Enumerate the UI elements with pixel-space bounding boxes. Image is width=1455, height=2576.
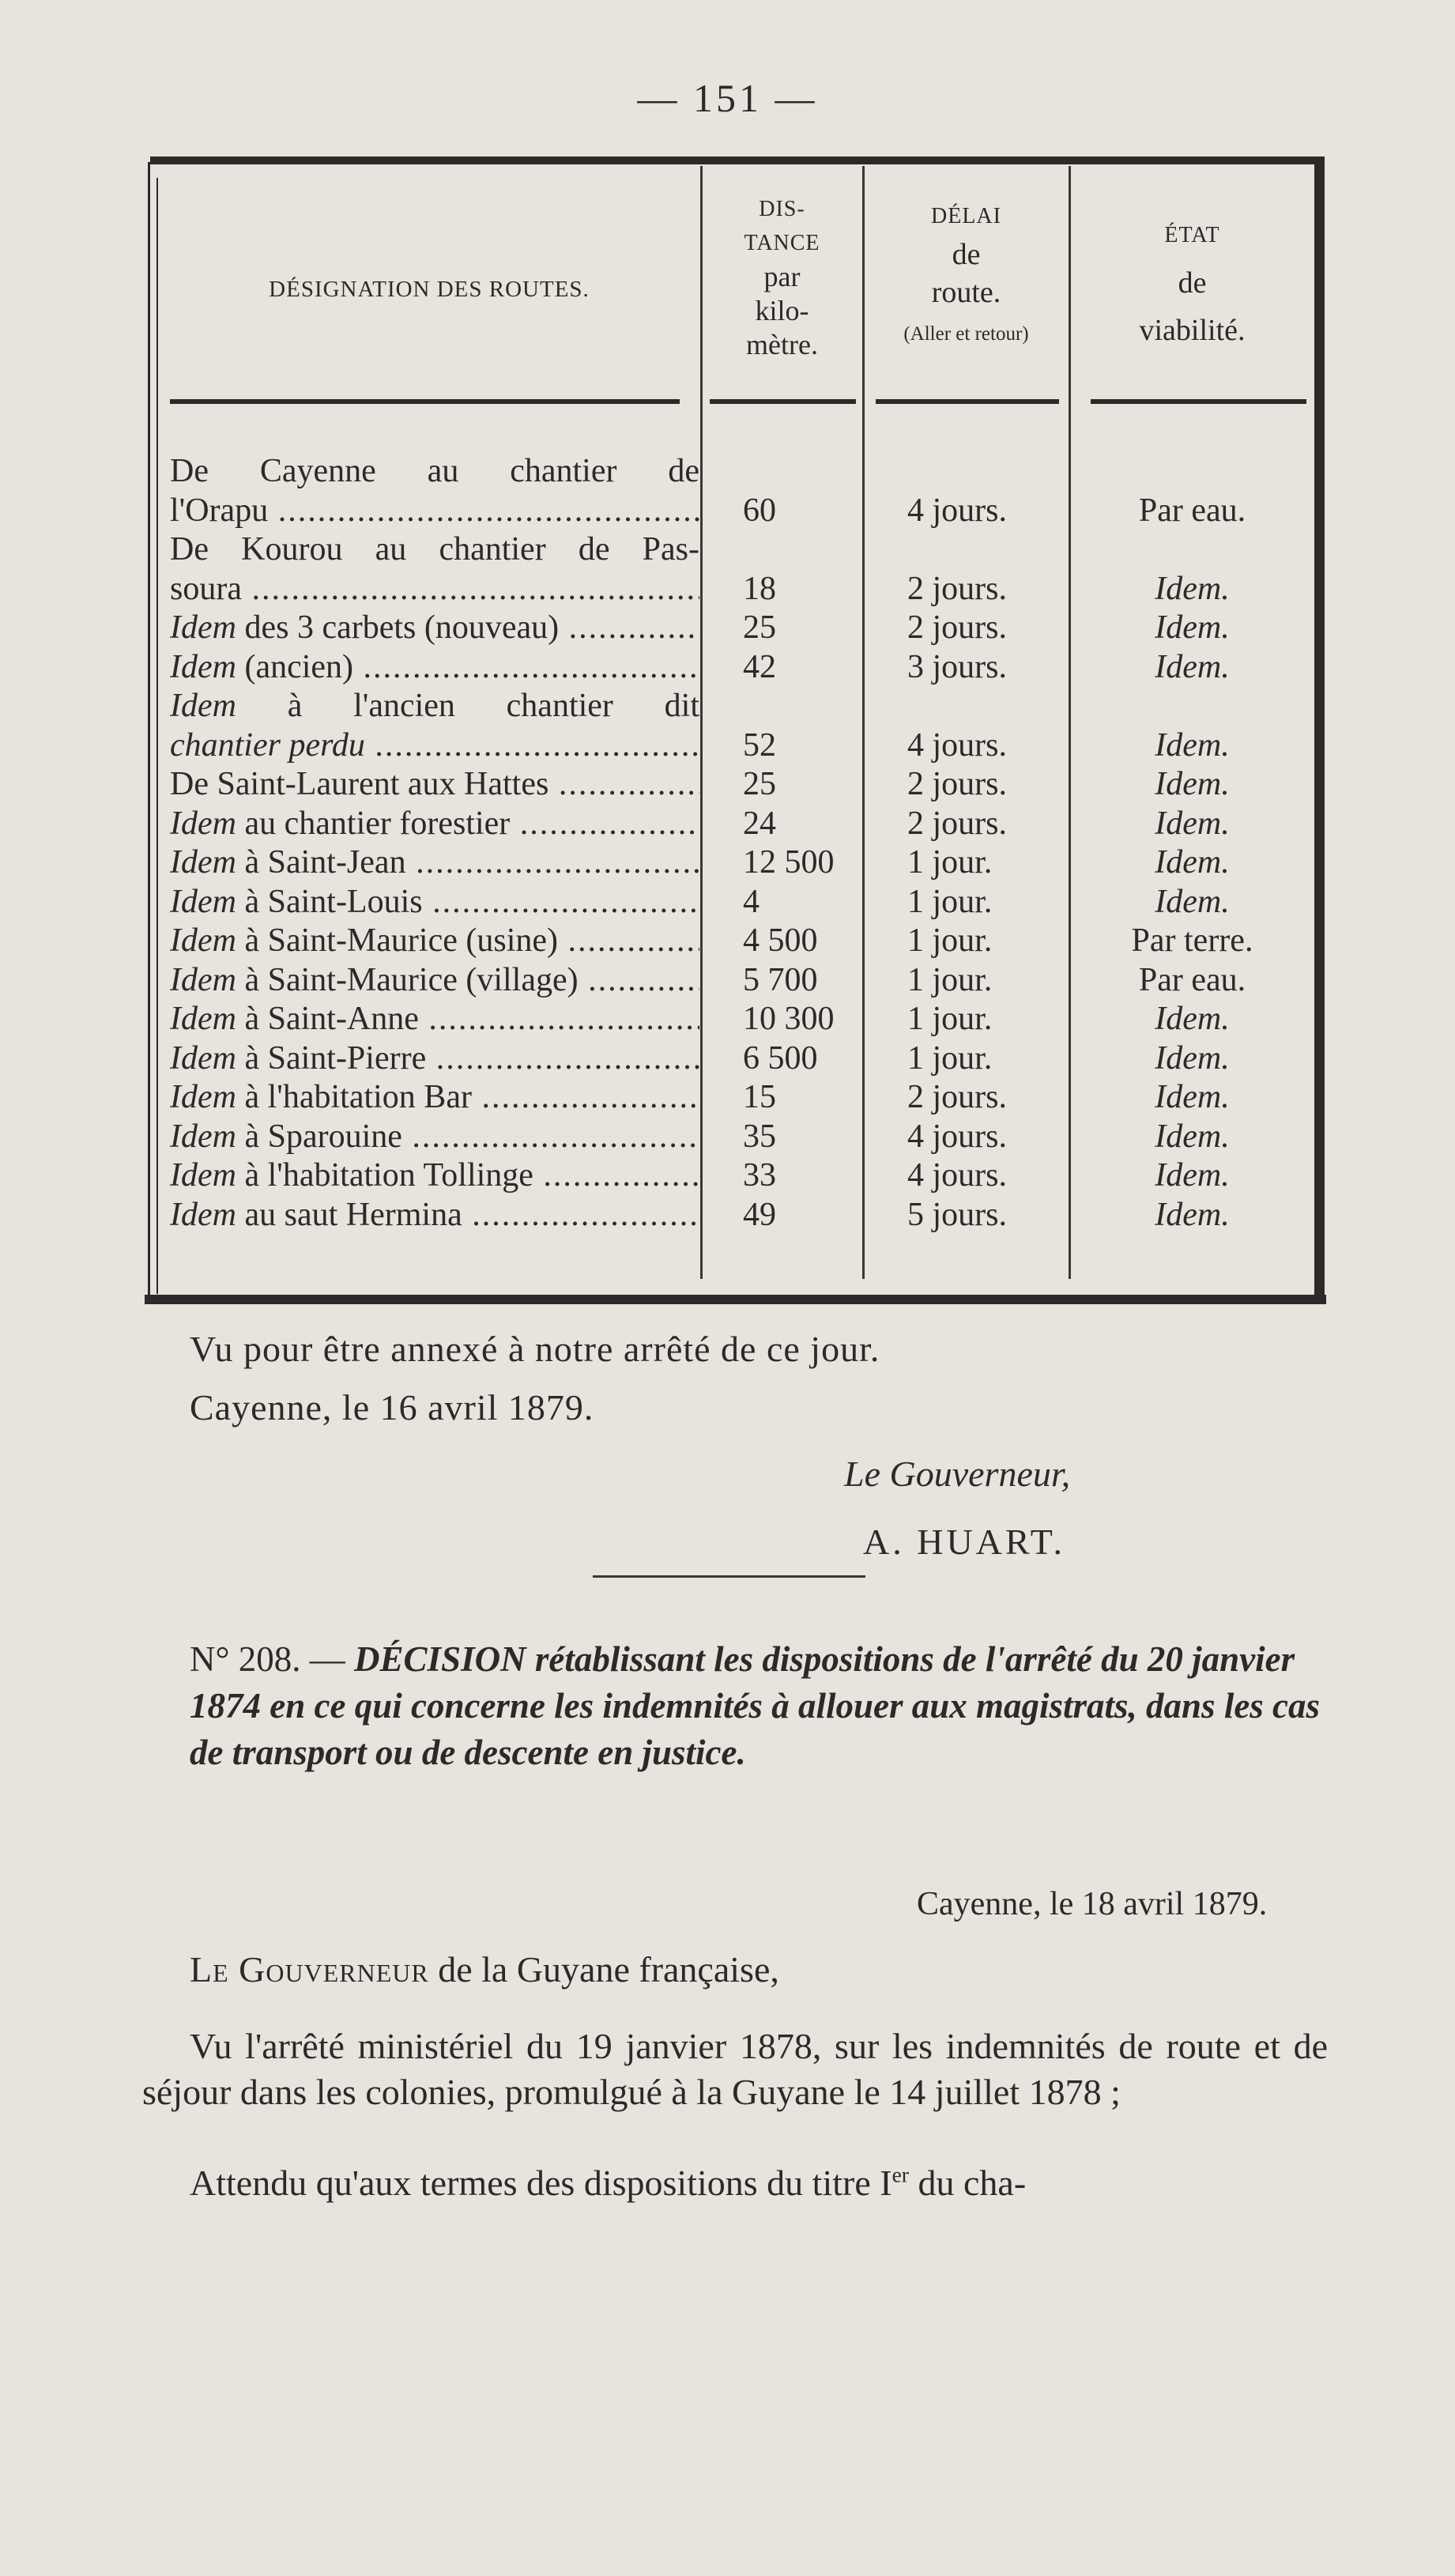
etat-cell: Par terre. [1131,922,1253,959]
route-text: à l'habitation Bar [236,1079,472,1115]
header-rule [170,399,680,404]
etat-cell: Idem. [1155,1039,1230,1077]
paragraph-2-sup: er [891,2162,909,2187]
route-name [170,492,699,529]
etat-cell: Idem. [1155,648,1230,685]
table-row [158,844,1314,881]
signature-name: A. HUART. [863,1522,1065,1562]
table-left-rule [148,162,150,1296]
header-designation: DÉSIGNATION DES ROUTES. [269,277,590,302]
distance-cell: 49 [743,1196,776,1233]
route-name [170,922,699,959]
distance-cell: 18 [743,570,776,607]
gouverneur-smallcaps: Le Gouverneur [190,1949,429,1990]
delai-cell: 1 jour. [907,1001,993,1037]
table-row [158,1118,1314,1155]
route-name [170,571,699,607]
route-prefix: Idem [170,1001,236,1037]
route-name [170,766,699,802]
decision-number: N° 208. — [190,1639,345,1679]
route-name [170,727,699,764]
header-delai-note: (Aller et retour) [903,323,1029,345]
route-name [170,453,699,489]
etat-cell: Idem. [1155,844,1230,881]
table-row [158,805,1314,842]
place-date: Cayenne, le 16 avril 1879. [190,1387,594,1428]
gouverneur-line [190,1948,779,1990]
route-cell [170,649,699,685]
table-bottom-rule [145,1295,1326,1304]
table-row [158,1197,1314,1233]
route-cell [170,688,699,724]
route-text: De Cayenne au chantier de [170,453,699,489]
delai-cell: 2 jours. [907,766,1007,802]
route-name [170,1001,699,1037]
header-distance-line: TANCE [744,231,820,255]
route-cell [170,609,699,646]
route-cell [170,1197,699,1233]
table-row [158,1040,1314,1077]
etat-cell: Idem. [1155,1196,1230,1233]
etat-cell: Idem. [1155,805,1230,842]
header-distance-line: par [763,261,801,292]
route-prefix: chantier perdu [170,726,365,764]
table-row [158,1079,1314,1115]
delai-cell: 3 jours. [907,648,1007,685]
decision-body: rétablissant les dispositions de l'arrêté du 20 janvier 1874 en ce qui concerne les indemnités à allouer aux magistrats, dans les cas de transport ou de descente en justice. [190,1639,1321,1772]
paragraph-2-text: Attendu qu'aux termes des dispositions du titre I [190,2163,892,2203]
route-name [170,1118,699,1155]
route-cell [170,1157,699,1194]
route-text: l'Orapu [170,492,269,529]
etat-cell: Par eau. [1138,961,1246,998]
route-cell [170,571,699,607]
route-prefix: Idem [170,648,236,685]
table-row [158,727,1314,764]
route-text: (ancien) [236,648,354,685]
delai-cell: 4 jours. [907,1157,1007,1194]
distance-cell: 15 [743,1079,776,1115]
header-rule [710,399,856,404]
table-row [158,492,1314,529]
route-text: De Saint-Laurent aux Hattes [170,766,549,802]
route-text: à Saint-Louis [236,883,423,920]
table-row [158,884,1314,920]
table-row [158,453,1314,489]
route-prefix: Idem [170,922,236,959]
route-text: à Sparouine [236,1118,402,1155]
route-cell [170,1079,699,1115]
distance-cell: 25 [743,766,776,802]
table-row [158,649,1314,685]
header-delai-line: DÉLAI [931,204,1001,228]
delai-cell: 1 jour. [907,922,993,959]
table-row [158,571,1314,607]
route-prefix: Idem [170,961,236,998]
route-text: soura [170,570,242,607]
etat-cell: Idem. [1155,883,1230,920]
table-row [158,531,1314,568]
route-prefix: Idem [170,844,236,881]
delai-cell: 2 jours. [907,1079,1007,1115]
table-top-rule [150,157,1325,164]
route-cell [170,492,699,529]
route-text: à Saint-Pierre [236,1039,427,1077]
route-prefix: Idem [170,1196,236,1233]
route-name [170,962,699,998]
route-text: à Saint-Jean [236,844,406,881]
paragraph-2-rest: du cha- [909,2163,1027,2203]
route-prefix: Idem [170,883,236,920]
route-prefix: Idem [170,805,236,842]
route-name [170,609,699,646]
decision-title: DÉCISION [354,1639,526,1679]
route-cell [170,922,699,959]
route-cell [170,531,699,568]
route-name [170,1157,699,1194]
delai-cell: 5 jours. [907,1196,1007,1233]
route-prefix: Idem [170,1079,236,1115]
distance-cell: 25 [743,609,776,646]
header-distance-line: mètre. [746,329,818,360]
signature-title: Le Gouverneur, [844,1454,1071,1494]
distance-cell: 24 [743,805,776,842]
delai-cell: 1 jour. [907,844,993,881]
route-name [170,844,699,881]
distance-cell: 4 [743,883,760,920]
route-prefix: Idem [170,1118,236,1155]
header-delai-line: route. [931,276,1001,309]
header-etat-line: ÉTAT [1164,223,1220,247]
table-right-rule [1314,157,1325,1304]
route-text: au chantier forestier [236,805,511,842]
route-cell [170,884,699,920]
route-name [170,531,699,568]
table-row [158,766,1314,802]
distance-cell: 33 [743,1157,776,1194]
route-text: à Saint-Maurice (usine) [236,922,558,959]
route-text: à l'habitation Tollinge [236,1157,533,1194]
table-row [158,1001,1314,1037]
route-prefix: Idem [170,1039,236,1077]
distance-cell: 4 500 [743,922,818,959]
route-cell [170,805,699,842]
etat-cell: Idem. [1155,570,1230,607]
page-number: — 151 — [637,76,818,120]
route-name [170,884,699,920]
distance-cell: 60 [743,492,776,529]
route-text: De Kourou au chantier de Pas- [170,531,699,568]
table-row [158,688,1314,724]
header-rule [876,399,1059,404]
distance-cell: 6 500 [743,1039,818,1077]
etat-cell: Idem. [1155,1001,1230,1037]
route-cell [170,1001,699,1037]
header-distance-line: kilo- [755,295,809,326]
distance-cell: 10 300 [743,1001,835,1037]
etat-cell: Idem. [1155,1079,1230,1115]
route-name [170,649,699,685]
route-prefix: Idem [170,1157,236,1194]
route-prefix: Idem [170,609,236,646]
header-distance [702,192,862,362]
etat-cell: Idem. [1155,726,1230,764]
route-name [170,1197,699,1233]
distance-cell: 12 500 [743,844,835,881]
header-etat-line: de [1178,266,1207,300]
table-row [158,962,1314,998]
route-cell [170,453,699,489]
route-name [170,805,699,842]
delai-cell: 2 jours. [907,570,1007,607]
delai-cell: 1 jour. [907,961,993,998]
header-delai [864,198,1069,349]
etat-cell: Idem. [1155,1118,1230,1155]
delai-cell: 4 jours. [907,726,1007,764]
route-cell [170,1118,699,1155]
distance-cell: 52 [743,726,776,764]
route-cell [170,766,699,802]
annex-note: Vu pour être annexé à notre arrêté de ce jour. [190,1329,880,1369]
route-text: à l'ancien chantier dit [236,688,699,724]
table-row [158,922,1314,959]
header-etat [1070,212,1314,354]
delai-cell: 1 jour. [907,1039,993,1077]
route-prefix: Idem [170,688,236,724]
paragraph-1: Vu l'arrêté ministériel du 19 janvier 1878, sur les indemnités de route et de séjour dans les colonies, promulgué à la Guyane le 14 juillet 1878 ; [142,2026,1328,2112]
route-name [170,688,699,724]
decision-heading [190,1636,1328,1776]
route-cell [170,727,699,764]
paragraph-2 [190,2162,1026,2204]
distance-cell: 35 [743,1118,776,1155]
route-cell [170,962,699,998]
etat-cell: Idem. [1155,766,1230,802]
delai-cell: 4 jours. [907,1118,1007,1155]
route-cell [170,844,699,881]
header-rule [1091,399,1306,404]
header-distance-line: DIS- [759,197,805,221]
distance-cell: 5 700 [743,961,818,998]
header-delai-line: de [952,238,981,271]
route-cell [170,1040,699,1077]
distance-cell: 42 [743,648,776,685]
delai-cell: 2 jours. [907,805,1007,842]
table-row [158,609,1314,646]
route-text: au saut Hermina [236,1196,462,1233]
delai-cell: 4 jours. [907,492,1007,529]
header-etat-line: viabilité. [1139,314,1246,347]
decision-date: Cayenne, le 18 avril 1879. [917,1886,1268,1922]
gouverneur-rest: de la Guyane française, [428,1949,779,1990]
etat-cell: Idem. [1155,1157,1230,1194]
route-text: à Saint-Anne [236,1001,419,1037]
route-name [170,1040,699,1077]
delai-cell: 1 jour. [907,883,993,920]
etat-cell: Par eau. [1138,492,1246,529]
route-text: des 3 carbets (nouveau) [236,609,560,646]
table-row [158,1157,1314,1194]
etat-cell: Idem. [1155,609,1230,646]
section-separator [593,1575,865,1578]
delai-cell: 2 jours. [907,609,1007,646]
route-text: à Saint-Maurice (village) [236,961,579,998]
route-name [170,1079,699,1115]
